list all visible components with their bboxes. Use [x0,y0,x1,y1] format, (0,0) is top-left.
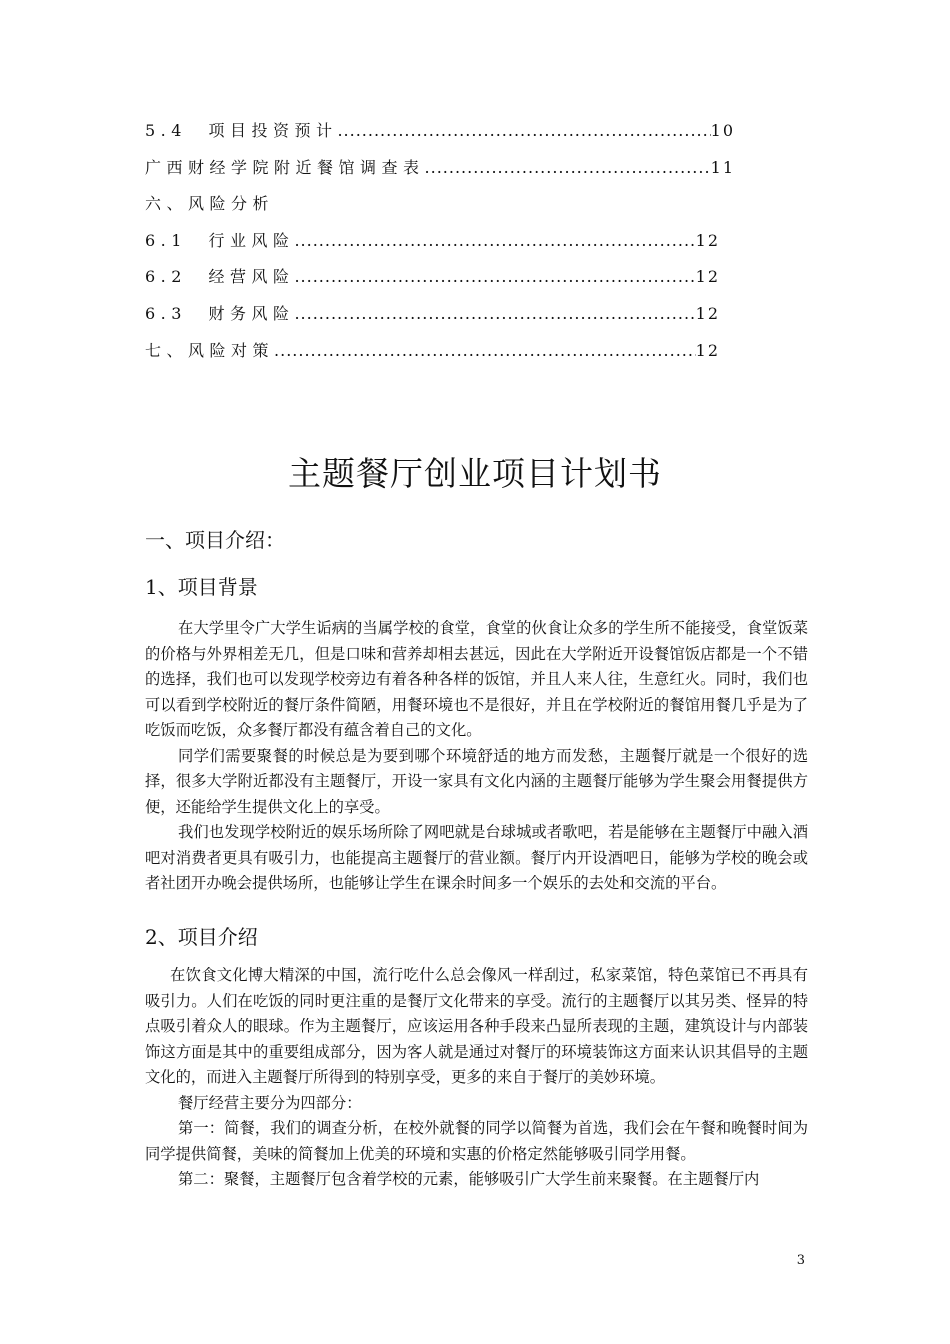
toc-entry[interactable] [145,301,720,338]
toc-entry-page: 12 [695,267,720,287]
toc-leader-dots [274,341,696,360]
toc-leader-dots [425,158,711,177]
toc-entry-label: 6.2 经营风险 [145,267,295,287]
toc-entry-label: 七、风险对策 [145,340,275,360]
toc-entry[interactable] [145,155,735,192]
toc-entry-label: 6.3 财务风险 [145,303,295,323]
paragraph: 我们也发现学校附近的娱乐场所除了网吧就是台球城或者歌吧，若是能够在主题餐厅中融入酒吧对消费者更具有吸引力，也能提高主题餐厅的营业额。餐厅内开设酒吧日，能够为学校的晚会或者社团开办晚会提供场所，也能够让学生在课余时间多一个娱乐的去处和交流的平台。 [145,823,808,892]
toc-leader-dots [337,121,710,140]
toc-entry[interactable] [145,118,735,155]
toc-entry[interactable] [145,338,720,375]
background-section-body [145,616,808,897]
section-heading: 一、项目介绍： [145,528,285,552]
subsection-heading: 2、项目介绍 [145,925,258,949]
toc-entry[interactable] [145,191,735,228]
toc-leader-dots [294,267,695,286]
table-of-contents [145,118,735,374]
paragraph: 第一：简餐，我们的调查分析，在校外就餐的同学以简餐为首选，我们会在午餐和晚餐时间为同学提供简餐，美味的简餐加上优美的环境和实惠的价格定然能够吸引同学用餐。 [145,1119,808,1163]
paragraph: 在大学里令广大学生诟病的当属学校的食堂，食堂的伙食让众多的学生所不能接受，食堂饭菜的价格与外界相差无几，但是口味和营养却相去甚远，因此在大学附近开设餐馆饭店都是一个不错的选择，我们也可以发现学校旁边有着各种各样的饭馆，并且人来人往，生意红火。同时，我们也可以看到学校附近的餐厅条件简陋，用餐环境也不是很好，并且在学校附近的餐馆用餐几乎是为了吃饭而吃饭，众多餐厅都没有蕴含着自己的文化。 [145,619,808,739]
toc-leader-dots [294,231,695,250]
introduction-section-body [145,963,808,1193]
toc-entry-page: 12 [695,340,720,360]
paragraph: 餐厅经营主要分为四部分： [178,1093,362,1112]
toc-entry-page: 11 [710,157,735,177]
toc-entry-label: 六、风险分析 [145,194,275,214]
toc-entry[interactable] [145,228,720,265]
toc-leader-dots [294,304,695,323]
toc-entry-page: 12 [695,303,720,323]
paragraph: 同学们需要聚餐的时候总是为要到哪个环境舒适的地方而发愁，主题餐厅就是一个很好的选择，很多大学附近都没有主题餐厅，开设一家具有文化内涵的主题餐厅能够为学生聚会用餐提供方便，还能给学生提供文化上的享受。 [145,746,808,816]
paragraph: 第二：聚餐，主题餐厅包含着学校的元素，能够吸引广大学生前来聚餐。在主题餐厅内 [178,1170,760,1188]
toc-entry[interactable] [145,264,720,301]
toc-entry-label: 6.1 行业风险 [145,230,295,250]
toc-entry-label: 5.4 项目投资预计 [145,121,338,140]
toc-entry-page: 12 [695,230,720,250]
toc-entry-label: 广西财经学院附近餐馆调查表 [145,157,425,177]
paragraph: 在饮食文化博大精深的中国，流行吃什么总会像风一样刮过，私家菜馆，特色菜馆已不再具有吸引力。人们在吃饭的同时更注重的是餐厅文化带来的享受。流行的主题餐厅以其另类、怪异的特点吸引着众人的眼球。作为主题餐厅，应该运用各种手段来凸显所表现的主题，建筑设计与内部装饰这方面是其中的重要组成部分，因为客人就是通过对餐厅的环境装饰这方面来认识其倡导的主题文化的，而进入主题餐厅所得到的特别享受，更多的来自于餐厅的美妙环境。 [145,966,808,1086]
page-number: 3 [796,1253,805,1268]
toc-entry-page: 10 [710,121,735,140]
document-title: 主题餐厅创业项目计划书 [288,454,662,493]
subsection-heading: 1、项目背景 [145,575,258,599]
